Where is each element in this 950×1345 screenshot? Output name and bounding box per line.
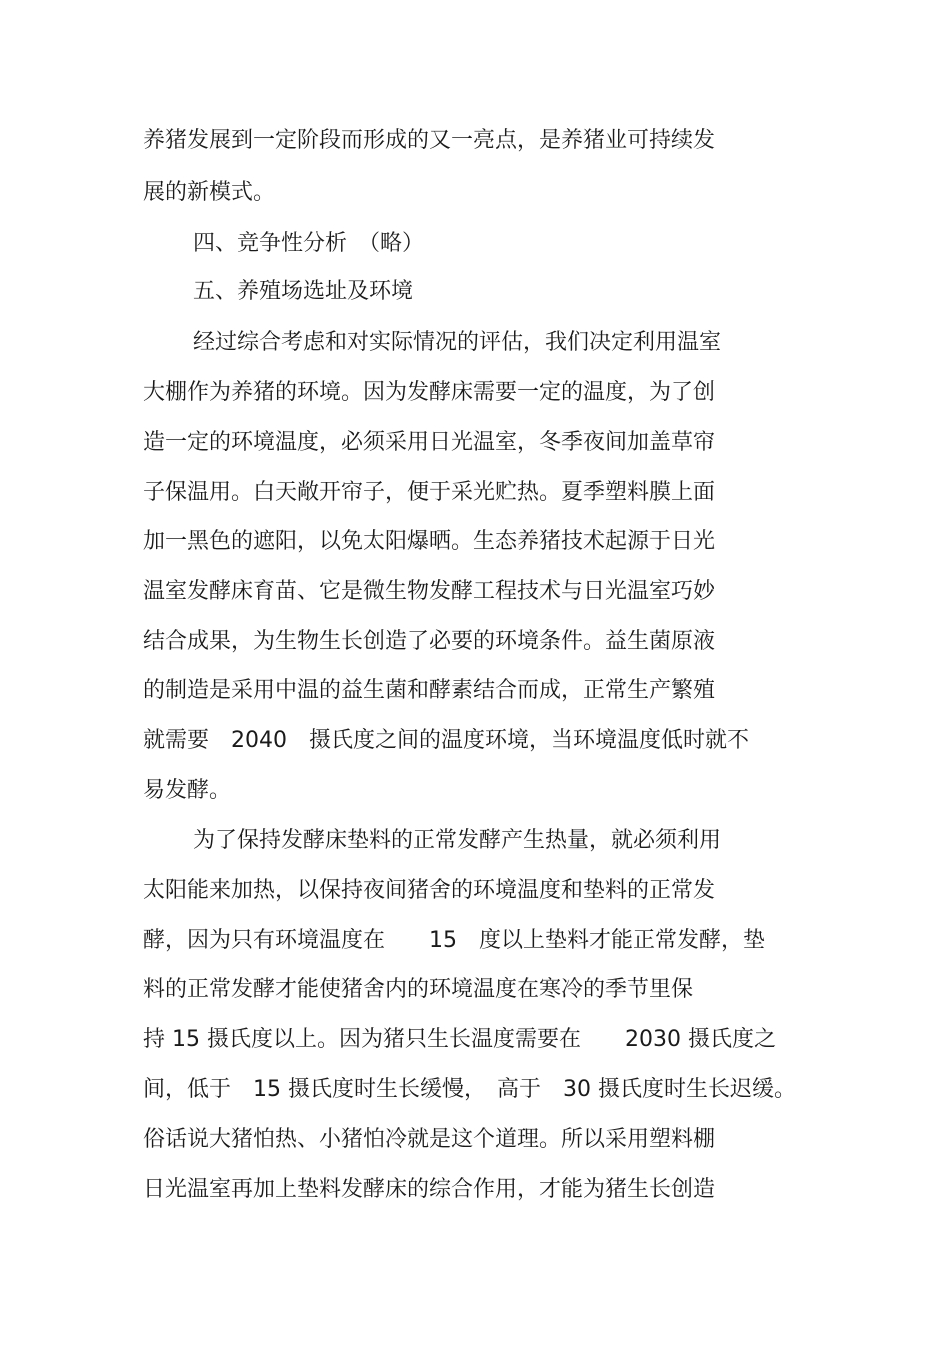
text-line: 展的新模式。 <box>143 180 276 205</box>
text-line: 子保温用。白天敞开帘子，便于采光贮热。夏季塑料膜上面 <box>143 480 716 505</box>
text-line: 日光温室再加上垫料发酵床的综合作用，才能为猪生长创造 <box>143 1177 716 1202</box>
text-line: 大棚作为养猪的环境。因为发酵床需要一定的温度，为了创 <box>143 380 716 405</box>
text-line: 结合成果，为生物生长创造了必要的环境条件。益生菌原液 <box>143 629 716 654</box>
text-line: 俗话说大猪怕热、小猪怕冷就是这个道理。所以采用塑料棚 <box>143 1127 716 1152</box>
text-line: 温室发酵床育苗、它是微生物发酵工程技术与日光温室巧妙 <box>143 579 716 604</box>
text-line: 易发酵。 <box>143 778 232 803</box>
text-line: 就需要 2040 摄氏度之间的温度环境，当环境温度低时就不 <box>143 728 749 753</box>
text-line: 持 15 摄氏度以上。因为猪只生长温度需要在 2030 摄氏度之 <box>143 1027 776 1052</box>
section-heading-site: 五、养殖场选址及环境 <box>193 279 414 304</box>
text-line: 加一黑色的遮阳，以免太阳爆晒。生态养猪技术起源于日光 <box>143 529 716 554</box>
text-line: 造一定的环境温度，必须采用日光温室，冬季夜间加盖草帘 <box>143 430 716 455</box>
text-line: 的制造是采用中温的益生菌和酵素结合而成，正常生产繁殖 <box>143 678 716 703</box>
text-line: 为了保持发酵床垫料的正常发酵产生热量，就必须利用 <box>193 828 722 853</box>
text-line: 经过综合考虑和对实际情况的评估，我们决定利用温室 <box>193 330 722 355</box>
section-heading-competition: 四、竞争性分析 （略） <box>193 231 425 256</box>
text-line: 料的正常发酵才能使猪舍内的环境温度在寒冷的季节里保 <box>143 977 694 1002</box>
text-line: 养猪发展到一定阶段而形成的又一亮点，是养猪业可持续发 <box>143 128 716 153</box>
text-line: 酵，因为只有环境温度在 15 度以上垫料才能正常发酵，垫 <box>143 928 765 953</box>
text-line: 间，低于 15 摄氏度时生长缓慢， 高于 30 摄氏度时生长迟缓。 <box>143 1077 796 1102</box>
text-line: 太阳能来加热，以保持夜间猪舍的环境温度和垫料的正常发 <box>143 878 716 903</box>
